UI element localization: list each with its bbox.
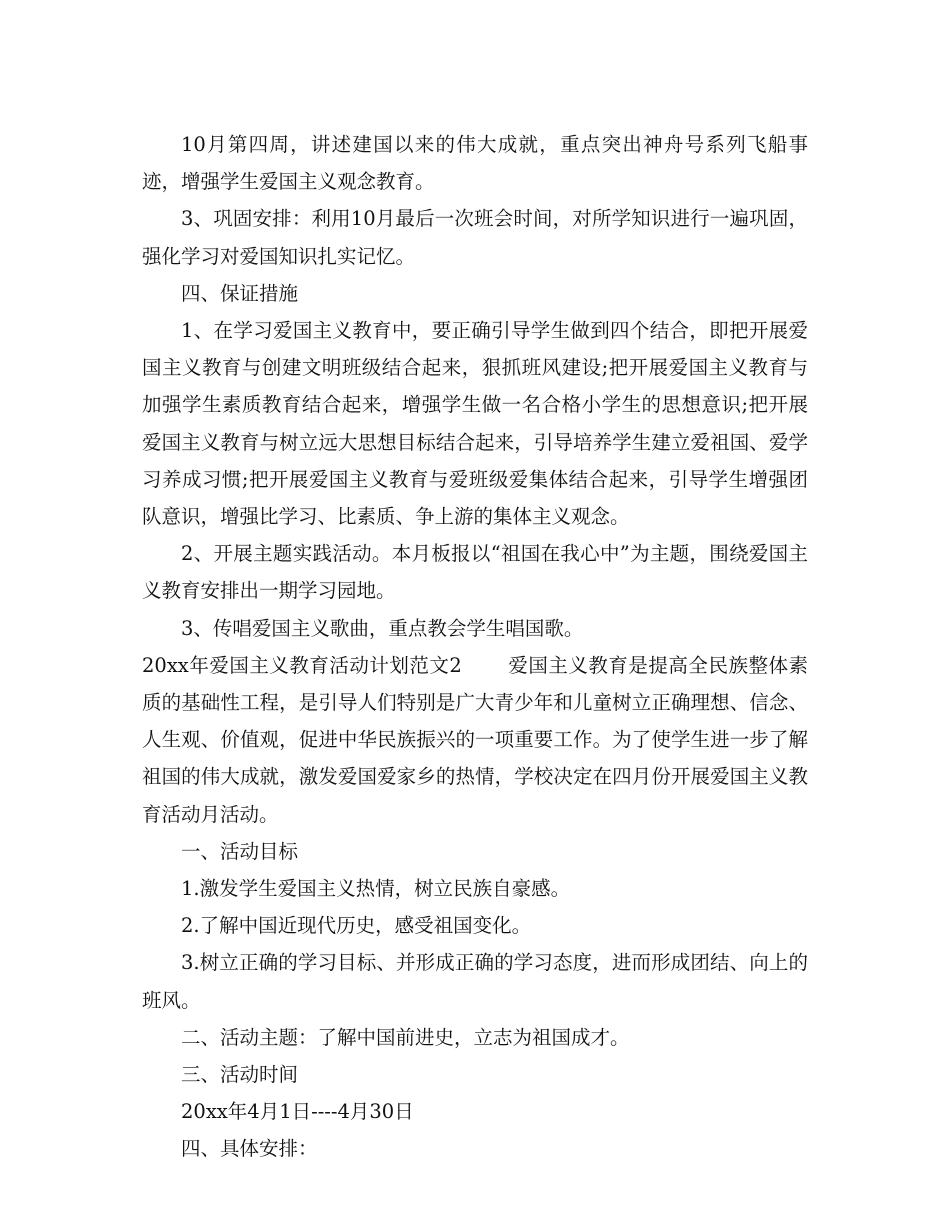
- document-body: [142, 126, 808, 1168]
- paragraph-plan-2-intro: [142, 647, 808, 833]
- goal-item-2: 2.了解中国近现代历史，感受祖国变化。: [181, 914, 532, 938]
- paragraph-four-combinations: 1、在学习爱国主义教育中，要正确引导学生做到四个结合，即把开展爱国主义教育与创建文明班级结合起来，狠抓班风建设;把开展爱国主义教育与加强学生素质教育结合起来，增强学生做一名合格小学生的思想意识;把开展爱国主义教育与树立远大思想目标结合起来，引导培养学生建立爱祖国、爱学习养成习惯;把开展爱国主义教育与爱班级爱集体结合起来，引导学生增强团队意识，增强比学习、比素质、争上游的集体主义观念。: [142, 319, 808, 529]
- section-heading-activity-goals: 一、活动目标: [181, 839, 299, 863]
- section-heading-activity-time: 三、活动时间: [181, 1063, 299, 1087]
- paragraph-theme-activity: 2、开展主题实践活动。本月板报以“祖国在我心中”为主题，围绕爱国主义教育安排出一期学习园地。: [142, 542, 808, 603]
- paragraph-consolidation: 3、巩固安排：利用10月最后一次班会时间，对所学知识进行一遍巩固，强化学习对爱国知识扎实记忆。: [142, 207, 808, 268]
- section-heading-guarantee-measures: 四、保证措施: [181, 281, 299, 305]
- goal-item-1: 1.激发学生爱国主义热情，树立民族自豪感。: [181, 877, 571, 901]
- plan-2-title: 20xx年爱国主义教育活动计划范文2: [142, 653, 462, 677]
- section-heading-specific-arrangements: 四、具体安排：: [181, 1137, 318, 1161]
- plan-2-intro-text: 爱国主义教育是提高全民族整体素质的基础性工程，是引导人们特别是广大青少年和儿童树立正确理想、信念、人生观、价值观，促进中华民族振兴的一项重要工作。为了使学生进一步了解祖国的伟大成就，激发爱国爱家乡的热情，学校决定在四月份开展爱国主义教育活动月活动。: [142, 653, 808, 826]
- paragraph-week-four: 10月第四周，讲述建国以来的伟大成就，重点突出神舟号系列飞船事迹，增强学生爱国主义观念教育。: [142, 133, 808, 194]
- section-heading-activity-theme: 二、活动主题：了解中国前进史，立志为祖国成才。: [181, 1025, 630, 1049]
- activity-date-range: 20xx年4月1日----4月30日: [181, 1100, 414, 1124]
- goal-item-3: 3.树立正确的学习目标、并形成正确的学习态度，进而形成团结、向上的班风。: [142, 951, 808, 1012]
- paragraph-patriotic-songs: 3、传唱爱国主义歌曲，重点教会学生唱国歌。: [181, 616, 584, 640]
